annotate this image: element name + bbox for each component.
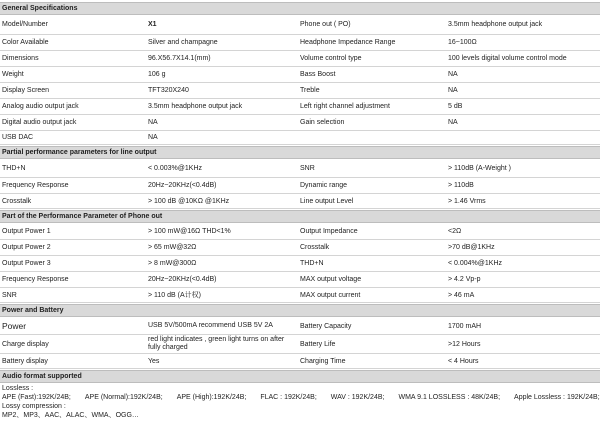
spec-label: Output Power 3 bbox=[2, 260, 51, 267]
table-row bbox=[0, 160, 600, 178]
spec-value: > 100 mW@16Ω THD<1% bbox=[148, 228, 231, 235]
spec-label: Dynamic range bbox=[300, 182, 348, 189]
spec-value: 16~100Ω bbox=[448, 39, 477, 46]
spec-label: Output Power 1 bbox=[2, 228, 51, 235]
spec-label: SNR bbox=[2, 291, 17, 299]
section-header-phone-out: Part of the Performance Parameter of Phone out bbox=[0, 210, 600, 223]
table-row bbox=[0, 194, 600, 209]
spec-value: 3.5mm headphone output jack bbox=[148, 103, 243, 110]
spec-label: Display Screen bbox=[2, 87, 50, 94]
spec-value: > 100 dB @10KΩ @1KHz bbox=[148, 197, 230, 205]
spec-value: TFT320X240 bbox=[148, 87, 189, 94]
spec-label: Battery Capacity bbox=[300, 322, 352, 330]
spec-value: 20Hz~20KHz(<0.4dB) bbox=[148, 276, 217, 283]
spec-value: NA bbox=[448, 119, 458, 126]
spec-label: Gain selection bbox=[300, 119, 345, 126]
format-item: WMA 9.1 LOSSLESS : 48K/24B; bbox=[398, 394, 501, 401]
format-item: APE (Normal):192K/24B; bbox=[84, 394, 163, 401]
table-row bbox=[0, 318, 600, 335]
spec-label: Bass Boost bbox=[300, 71, 336, 78]
table-row bbox=[0, 354, 600, 369]
spec-label: Charging Time bbox=[300, 357, 346, 365]
spec-value: >70 dB@1KHz bbox=[448, 244, 495, 251]
spec-label: THD+N bbox=[300, 260, 324, 267]
spec-value: 1700 mAH bbox=[448, 322, 482, 330]
table-row bbox=[0, 115, 600, 131]
format-item: Apple Lossless : 192K/24B; bbox=[514, 394, 600, 401]
table-row bbox=[0, 335, 600, 354]
table-row bbox=[0, 131, 600, 145]
spec-value: > 1.46 Vrms bbox=[448, 197, 486, 205]
spec-label: Output Impedance bbox=[300, 228, 358, 235]
spec-label: THD+N bbox=[2, 165, 26, 172]
spec-label: Crosstalk bbox=[2, 197, 32, 205]
format-item: APE (High):192K/24B; bbox=[176, 394, 247, 401]
spec-value: < 4 Hours bbox=[448, 357, 479, 365]
spec-value: < 0.004%@1KHz bbox=[448, 260, 502, 267]
table-row bbox=[0, 35, 600, 51]
spec-value: NA bbox=[448, 71, 458, 78]
spec-label: Battery display bbox=[2, 357, 48, 365]
spec-value: <2Ω bbox=[448, 228, 462, 235]
spec-label: Frequency Response bbox=[2, 182, 69, 189]
spec-label: Line output Level bbox=[300, 197, 354, 205]
spec-label: Charge display bbox=[2, 340, 49, 348]
spec-label: Dimensions bbox=[2, 55, 39, 62]
spec-value: 100 levels digital volume control mode bbox=[448, 55, 567, 62]
spec-value: > 110 dB (A计权) bbox=[148, 292, 201, 299]
spec-label: Digital audio output jack bbox=[2, 119, 77, 126]
spec-label: MAX output voltage bbox=[300, 276, 362, 283]
lossless-formats bbox=[2, 393, 598, 402]
spec-value: > 46 mA bbox=[448, 291, 475, 299]
section-header-audio: Audio format supported bbox=[0, 370, 600, 383]
spec-value: 106 g bbox=[148, 71, 166, 78]
lossy-formats: MP2、MP3、AAC、ALAC、WMA、OGG… bbox=[2, 412, 139, 419]
spec-label: Model/Number bbox=[2, 21, 48, 28]
format-item: WAV : 192K/24B; bbox=[330, 394, 385, 401]
table-row bbox=[0, 256, 600, 272]
spec-label: USB DAC bbox=[2, 134, 34, 141]
section-header-power: Power and Battery bbox=[0, 304, 600, 317]
spec-label: Battery Life bbox=[300, 340, 336, 348]
spec-value: 3.5mm headphone output jack bbox=[448, 21, 543, 28]
spec-value: X1 bbox=[148, 21, 157, 28]
table-row bbox=[0, 288, 600, 303]
spec-value: > 110dB (A-Weight ) bbox=[448, 165, 511, 172]
spec-label: Crosstalk bbox=[300, 244, 330, 251]
table-row bbox=[0, 178, 600, 194]
spec-value: NA bbox=[148, 134, 158, 141]
table-row bbox=[0, 240, 600, 256]
section-header-general: General Specifications bbox=[0, 2, 600, 15]
spec-value: Silver and champagne bbox=[148, 39, 218, 46]
spec-label: MAX output current bbox=[300, 291, 361, 299]
spec-value: 96.X56.7X14.1(mm) bbox=[148, 55, 211, 62]
spec-value: red light indicates , green light turns on after fully charged bbox=[148, 336, 285, 351]
spec-label: SNR bbox=[300, 165, 315, 172]
lossy-label: Lossy compression : bbox=[2, 403, 66, 410]
spec-label: Volume control type bbox=[300, 55, 362, 62]
spec-label: Frequency Response bbox=[2, 276, 69, 283]
spec-label: Color Available bbox=[2, 39, 49, 46]
spec-label: Headphone Impedance Range bbox=[300, 39, 396, 46]
table-row bbox=[0, 67, 600, 83]
lossless-label: Lossless : bbox=[2, 385, 34, 392]
table-row bbox=[0, 15, 600, 35]
table-row bbox=[0, 99, 600, 115]
spec-label: Output Power 2 bbox=[2, 244, 51, 251]
table-row bbox=[0, 83, 600, 99]
spec-label: Weight bbox=[2, 71, 24, 78]
spec-value: NA bbox=[148, 119, 158, 126]
spec-value: > 8 mW@300Ω bbox=[148, 260, 197, 267]
spec-label: Power bbox=[2, 321, 27, 331]
table-row bbox=[0, 51, 600, 67]
spec-value: NA bbox=[448, 87, 458, 94]
table-row bbox=[0, 272, 600, 288]
spec-label: Left right channel adjustment bbox=[300, 103, 390, 110]
spec-value: > 4.2 Vp-p bbox=[448, 276, 481, 283]
spec-label: Analog audio output jack bbox=[2, 103, 79, 110]
spec-value: Yes bbox=[148, 357, 160, 365]
section-header-partial: Partial performance parameters for line output bbox=[0, 146, 600, 159]
audio-format-list bbox=[2, 384, 598, 420]
format-item: APE (Fast):192K/24B; bbox=[2, 394, 71, 401]
spec-label: Phone out ( PO) bbox=[300, 21, 351, 28]
format-item: FLAC : 192K/24B; bbox=[260, 394, 317, 401]
spec-value: 5 dB bbox=[448, 103, 463, 110]
spec-value: USB 5V/500mA recommend USB 5V 2A bbox=[148, 322, 273, 329]
spec-value: > 110dB bbox=[448, 182, 474, 189]
spec-value: >12 Hours bbox=[448, 340, 481, 348]
spec-value: 20Hz~20KHz(<0.4dB) bbox=[148, 182, 217, 189]
spec-label: Treble bbox=[300, 87, 320, 94]
table-row bbox=[0, 224, 600, 240]
spec-value: < 0.003%@1KHz bbox=[148, 165, 202, 172]
spec-value: > 65 mW@32Ω bbox=[148, 244, 197, 251]
